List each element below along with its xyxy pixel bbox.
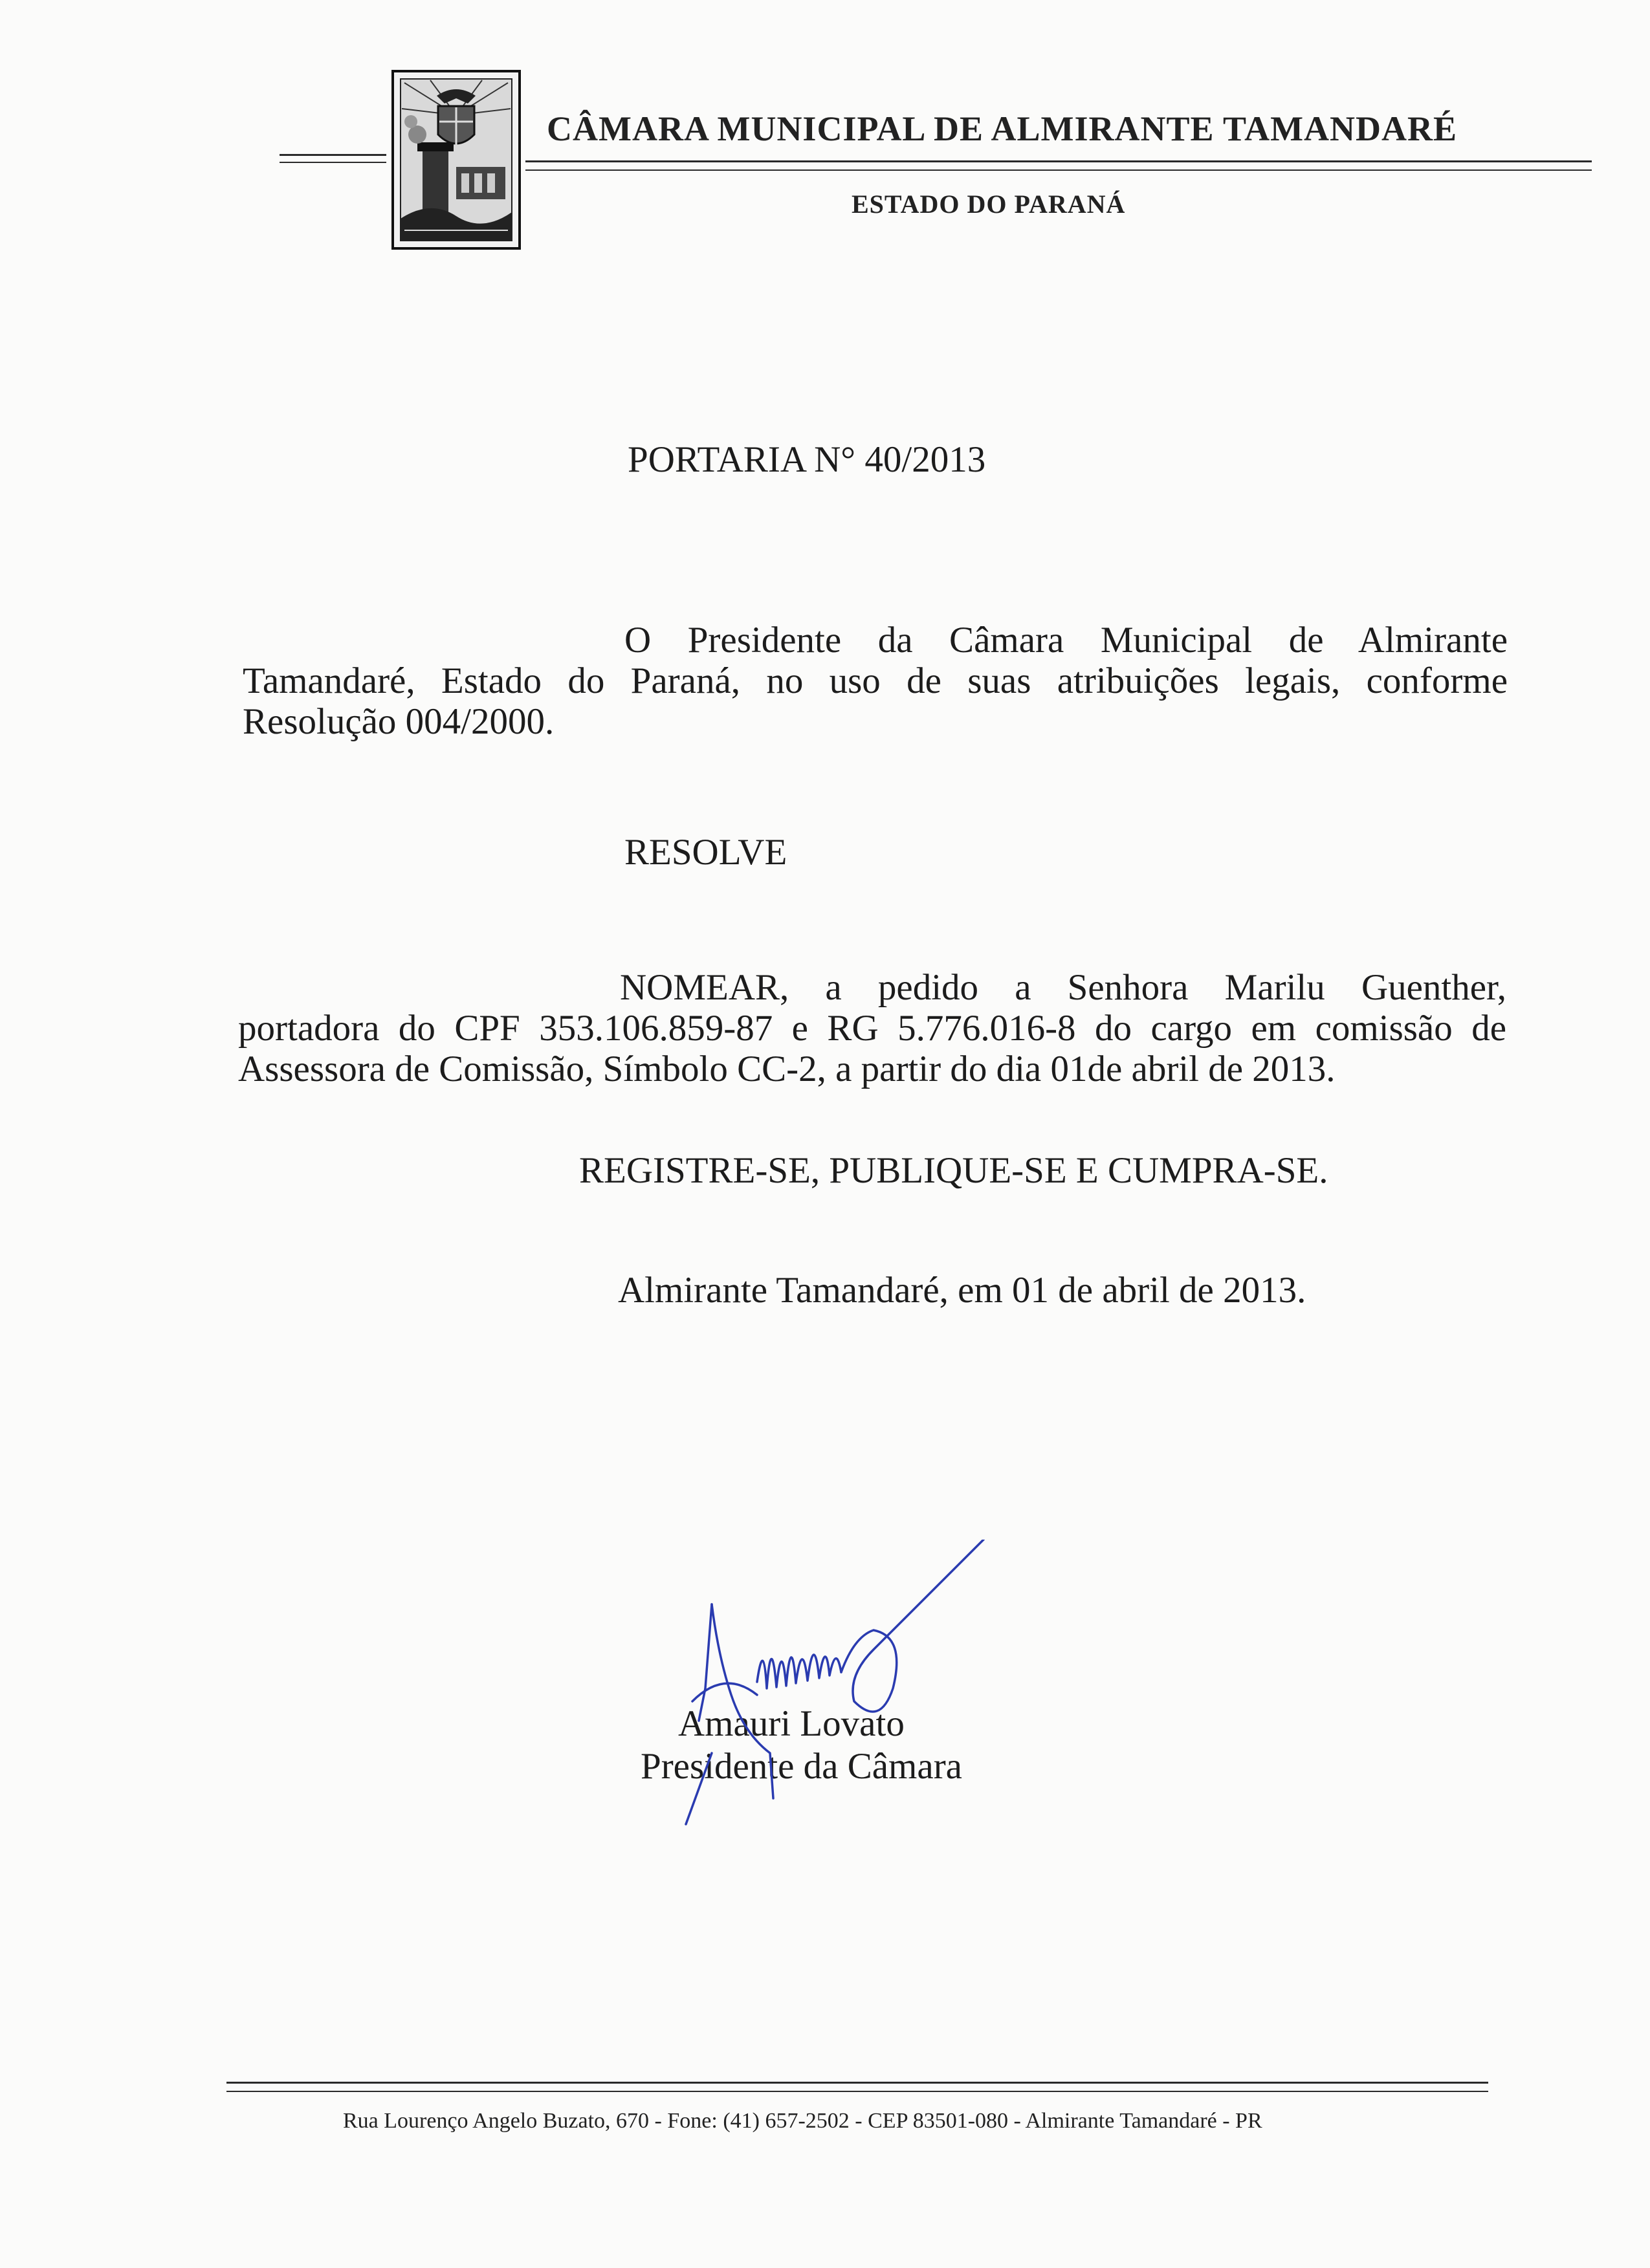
decision-line-3: Assessora de Comissão, Símbolo CC-2, a partir do dia 01de abril de 2013. — [238, 1049, 1336, 1089]
decision-line-1: NOMEAR, a pedido a Senhora Marilu Guenther, — [620, 967, 1506, 1008]
organization-state: ESTADO DO PARANÁ — [852, 190, 1126, 219]
header-rule-left-2 — [280, 162, 386, 163]
signatory-name: Amauri Lovato — [678, 1703, 905, 1744]
header-rule-left — [280, 154, 386, 156]
document-title: PORTARIA N° 40/2013 — [628, 439, 986, 480]
decision-line-2: portadora do CPF 353.106.859-87 e RG 5.776.016-8 do cargo em comissão de — [238, 1008, 1506, 1049]
header-rule-right-2 — [525, 169, 1592, 171]
resolve-heading: RESOLVE — [624, 832, 787, 873]
preamble-line-2: Tamandaré, Estado do Paraná, no uso de suas atribuições legais, conforme — [243, 660, 1508, 701]
closing-statement: REGISTRE-SE, PUBLIQUE-SE E CUMPRA-SE. — [579, 1150, 1328, 1191]
preamble-line-1: O Presidente da Câmara Municipal de Almirante — [624, 620, 1508, 660]
coat-of-arms-icon — [391, 70, 521, 250]
organization-name: CÂMARA MUNICIPAL DE ALMIRANTE TAMANDARÉ — [547, 109, 1458, 148]
place-date: Almirante Tamandaré, em 01 de abril de 2013. — [618, 1270, 1306, 1311]
signatory-role: Presidente da Câmara — [641, 1746, 962, 1787]
footer-rule-2 — [226, 2091, 1488, 2092]
header-rule-right — [525, 160, 1592, 162]
footer-rule-1 — [226, 2082, 1488, 2084]
preamble-line-3: Resolução 004/2000. — [243, 701, 555, 742]
footer-address: Rua Lourenço Angelo Buzato, 670 - Fone: (41) 657-2502 - CEP 83501-080 - Almirante Tamandaré - PR — [343, 2109, 1262, 2133]
handwritten-signature-icon — [660, 1540, 1022, 1831]
